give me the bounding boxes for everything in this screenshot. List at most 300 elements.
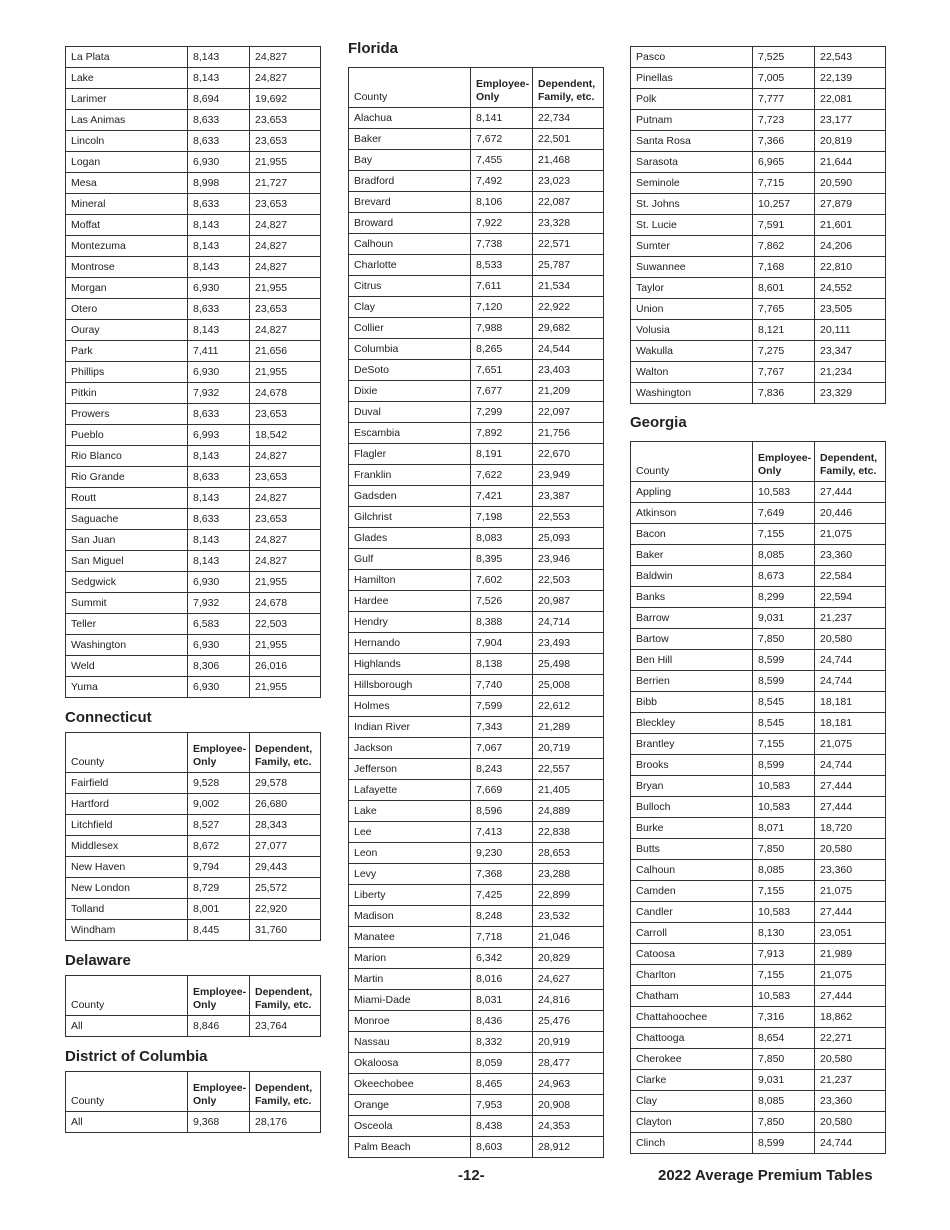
employee-cell: 8,465	[471, 1074, 533, 1095]
table-row	[631, 1091, 886, 1112]
employee-cell: 10,583	[753, 797, 815, 818]
dependent-cell: 27,077	[250, 836, 321, 857]
dependent-cell: 20,446	[815, 503, 886, 524]
county-cell: Hendry	[349, 612, 471, 633]
employee-cell: 7,198	[471, 507, 533, 528]
county-cell: Hillsborough	[349, 675, 471, 696]
county-cell: Camden	[631, 881, 753, 902]
dependent-cell: 23,653	[250, 194, 321, 215]
employee-cell: 7,738	[471, 234, 533, 255]
dependent-cell: 20,919	[533, 1032, 604, 1053]
employee-cell: 7,913	[753, 944, 815, 965]
employee-cell: 8,106	[471, 192, 533, 213]
employee-cell: 6,930	[188, 572, 250, 593]
employee-cell: 7,777	[753, 89, 815, 110]
county-cell: Brooks	[631, 755, 753, 776]
table-row	[66, 383, 321, 404]
table-row	[66, 1016, 321, 1037]
dependent-cell: 18,181	[815, 713, 886, 734]
employee-cell: 7,368	[471, 864, 533, 885]
dependent-cell: 18,542	[250, 425, 321, 446]
dependent-cell: 23,532	[533, 906, 604, 927]
employee-cell: 6,930	[188, 278, 250, 299]
table-row	[631, 1070, 886, 1091]
dependent-cell: 24,827	[250, 488, 321, 509]
dependent-cell: 22,271	[815, 1028, 886, 1049]
county-cell: Logan	[66, 152, 188, 173]
dependent-cell: 31,760	[250, 920, 321, 941]
dependent-cell: 26,016	[250, 656, 321, 677]
dependent-cell: 20,719	[533, 738, 604, 759]
table-row	[631, 566, 886, 587]
table-row	[349, 822, 604, 843]
employee-cell: 8,673	[753, 566, 815, 587]
table-row	[631, 755, 886, 776]
county-cell: Charlton	[631, 965, 753, 986]
table-row	[66, 773, 321, 794]
employee-cell: 8,998	[188, 173, 250, 194]
employee-cell: 8,332	[471, 1032, 533, 1053]
employee-cell: 8,527	[188, 815, 250, 836]
county-cell: Hernando	[349, 633, 471, 654]
employee-cell: 8,143	[188, 68, 250, 89]
dependent-cell: 24,744	[815, 1133, 886, 1154]
county-cell: Prowers	[66, 404, 188, 425]
table-row	[349, 759, 604, 780]
table-row	[631, 383, 886, 404]
employee-cell: 8,138	[471, 654, 533, 675]
dependent-cell: 21,234	[815, 362, 886, 383]
dependent-cell: 23,177	[815, 110, 886, 131]
table-row	[66, 530, 321, 551]
county-cell: Summit	[66, 593, 188, 614]
county-cell: Baker	[349, 129, 471, 150]
dependent-cell: 20,580	[815, 839, 886, 860]
dependent-cell: 24,627	[533, 969, 604, 990]
table-row	[66, 299, 321, 320]
dependent-cell: 25,093	[533, 528, 604, 549]
county-cell: Glades	[349, 528, 471, 549]
employee-cell: 7,425	[471, 885, 533, 906]
dependent-cell: 20,580	[815, 629, 886, 650]
employee-cell: 8,633	[188, 131, 250, 152]
table-row	[631, 608, 886, 629]
employee-cell: 9,794	[188, 857, 250, 878]
employee-cell: 7,120	[471, 297, 533, 318]
dependent-cell: 24,827	[250, 257, 321, 278]
employee-cell: 7,005	[753, 68, 815, 89]
county-cell: Candler	[631, 902, 753, 923]
employee-cell: 7,155	[753, 734, 815, 755]
employee-cell: 6,583	[188, 614, 250, 635]
header-dependent: Dependent, Family, etc.	[250, 1072, 321, 1112]
table-row	[349, 885, 604, 906]
dependent-cell: 23,493	[533, 633, 604, 654]
county-cell: Routt	[66, 488, 188, 509]
table-row	[349, 1095, 604, 1116]
county-cell: Baldwin	[631, 566, 753, 587]
county-cell: Calhoun	[631, 860, 753, 881]
dependent-cell: 22,503	[533, 570, 604, 591]
table-header-row	[349, 68, 604, 108]
county-cell: Liberty	[349, 885, 471, 906]
table-row	[631, 299, 886, 320]
dependent-cell: 21,727	[250, 173, 321, 194]
dependent-cell: 25,787	[533, 255, 604, 276]
county-cell: Berrien	[631, 671, 753, 692]
table-row	[66, 341, 321, 362]
county-cell: Ouray	[66, 320, 188, 341]
employee-cell: 10,583	[753, 776, 815, 797]
employee-cell: 6,342	[471, 948, 533, 969]
employee-cell: 8,143	[188, 488, 250, 509]
employee-cell: 7,611	[471, 276, 533, 297]
employee-cell: 7,767	[753, 362, 815, 383]
employee-cell: 7,299	[471, 402, 533, 423]
table-row	[349, 570, 604, 591]
county-cell: Santa Rosa	[631, 131, 753, 152]
table-row	[631, 713, 886, 734]
county-cell: Sumter	[631, 236, 753, 257]
county-cell: La Plata	[66, 47, 188, 68]
header-dependent: Dependent, Family, etc.	[250, 976, 321, 1016]
dependent-cell: 23,403	[533, 360, 604, 381]
table-row	[66, 215, 321, 236]
employee-cell: 7,455	[471, 150, 533, 171]
header-county: County	[66, 733, 188, 773]
employee-cell: 7,892	[471, 423, 533, 444]
employee-cell: 8,143	[188, 257, 250, 278]
dependent-cell: 23,653	[250, 509, 321, 530]
county-cell: Washington	[631, 383, 753, 404]
dependent-cell: 20,819	[815, 131, 886, 152]
county-cell: All	[66, 1112, 188, 1133]
dependent-cell: 23,328	[533, 213, 604, 234]
county-cell: Columbia	[349, 339, 471, 360]
county-cell: Clayton	[631, 1112, 753, 1133]
dependent-cell: 22,734	[533, 108, 604, 129]
county-cell: Putnam	[631, 110, 753, 131]
table-row	[631, 860, 886, 881]
dependent-cell: 24,544	[533, 339, 604, 360]
county-cell: Morgan	[66, 278, 188, 299]
employee-cell: 7,651	[471, 360, 533, 381]
dependent-cell: 24,827	[250, 215, 321, 236]
employee-cell: 8,085	[753, 860, 815, 881]
employee-cell: 8,243	[471, 759, 533, 780]
table-row	[66, 551, 321, 572]
county-cell: Bulloch	[631, 797, 753, 818]
county-cell: Monroe	[349, 1011, 471, 1032]
table-row	[66, 509, 321, 530]
employee-cell: 8,395	[471, 549, 533, 570]
employee-cell: 8,031	[471, 990, 533, 1011]
employee-cell: 7,672	[471, 129, 533, 150]
employee-cell: 8,545	[753, 692, 815, 713]
county-cell: New London	[66, 878, 188, 899]
employee-cell: 6,993	[188, 425, 250, 446]
county-cell: Duval	[349, 402, 471, 423]
dc-table	[65, 1071, 321, 1133]
employee-cell: 10,583	[753, 482, 815, 503]
dependent-cell: 22,501	[533, 129, 604, 150]
employee-cell: 8,059	[471, 1053, 533, 1074]
employee-cell: 7,669	[471, 780, 533, 801]
dependent-cell: 18,862	[815, 1007, 886, 1028]
header-dependent: Dependent, Family, etc.	[250, 733, 321, 773]
dependent-cell: 20,829	[533, 948, 604, 969]
county-cell: Walton	[631, 362, 753, 383]
county-cell: Barrow	[631, 608, 753, 629]
dependent-cell: 23,505	[815, 299, 886, 320]
county-cell: Volusia	[631, 320, 753, 341]
table-row	[349, 1116, 604, 1137]
header-employee: Employee-Only	[188, 733, 250, 773]
county-cell: Ben Hill	[631, 650, 753, 671]
county-cell: Montezuma	[66, 236, 188, 257]
table-row	[349, 717, 604, 738]
table-row	[349, 528, 604, 549]
county-cell: Jefferson	[349, 759, 471, 780]
employee-cell: 8,633	[188, 194, 250, 215]
table-row	[631, 524, 886, 545]
employee-cell: 8,672	[188, 836, 250, 857]
table-row	[349, 654, 604, 675]
county-cell: All	[66, 1016, 188, 1037]
county-cell: Polk	[631, 89, 753, 110]
county-cell: Appling	[631, 482, 753, 503]
employee-cell: 7,649	[753, 503, 815, 524]
florida-table	[348, 67, 604, 1158]
table-row	[631, 692, 886, 713]
table-row	[66, 878, 321, 899]
table-row	[631, 215, 886, 236]
table-row	[349, 1074, 604, 1095]
county-cell: Otero	[66, 299, 188, 320]
dc-heading: District of Columbia	[65, 1048, 208, 1065]
dependent-cell: 22,087	[533, 192, 604, 213]
county-cell: Clinch	[631, 1133, 753, 1154]
dependent-cell: 21,955	[250, 152, 321, 173]
dependent-cell: 21,075	[815, 524, 886, 545]
table-row	[631, 629, 886, 650]
county-cell: Brantley	[631, 734, 753, 755]
employee-cell: 7,836	[753, 383, 815, 404]
table-row	[66, 425, 321, 446]
county-cell: Bleckley	[631, 713, 753, 734]
employee-cell: 7,718	[471, 927, 533, 948]
dependent-cell: 22,571	[533, 234, 604, 255]
table-row	[66, 794, 321, 815]
connecticut-heading: Connecticut	[65, 709, 152, 726]
dependent-cell: 22,838	[533, 822, 604, 843]
employee-cell: 7,740	[471, 675, 533, 696]
table-row	[631, 818, 886, 839]
county-cell: Jackson	[349, 738, 471, 759]
georgia-heading: Georgia	[630, 414, 687, 431]
county-cell: Rio Grande	[66, 467, 188, 488]
table-row	[66, 446, 321, 467]
employee-cell: 8,599	[753, 671, 815, 692]
dependent-cell: 21,237	[815, 608, 886, 629]
table-row	[631, 923, 886, 944]
table-row	[349, 801, 604, 822]
table-row	[631, 47, 886, 68]
dependent-cell: 22,557	[533, 759, 604, 780]
employee-cell: 8,130	[753, 923, 815, 944]
employee-cell: 8,846	[188, 1016, 250, 1037]
dependent-cell: 24,678	[250, 383, 321, 404]
county-cell: Gulf	[349, 549, 471, 570]
dependent-cell: 22,081	[815, 89, 886, 110]
dependent-cell: 22,922	[533, 297, 604, 318]
table-row	[631, 257, 886, 278]
table-row	[349, 780, 604, 801]
employee-cell: 8,143	[188, 530, 250, 551]
table-row	[631, 1028, 886, 1049]
table-row	[631, 1007, 886, 1028]
employee-cell: 8,633	[188, 404, 250, 425]
table-row	[349, 927, 604, 948]
table-row	[631, 1112, 886, 1133]
employee-cell: 7,526	[471, 591, 533, 612]
dependent-cell: 22,899	[533, 885, 604, 906]
county-cell: Nassau	[349, 1032, 471, 1053]
table-row	[631, 503, 886, 524]
employee-cell: 8,143	[188, 551, 250, 572]
dependent-cell: 21,656	[250, 341, 321, 362]
employee-cell: 8,438	[471, 1116, 533, 1137]
header-county: County	[631, 442, 753, 482]
table-row	[349, 549, 604, 570]
county-cell: Madison	[349, 906, 471, 927]
county-cell: Bacon	[631, 524, 753, 545]
table-row	[66, 257, 321, 278]
table-row	[631, 650, 886, 671]
florida-heading: Florida	[348, 40, 399, 57]
employee-cell: 8,533	[471, 255, 533, 276]
table-row	[66, 614, 321, 635]
table-row	[349, 906, 604, 927]
employee-cell: 8,071	[753, 818, 815, 839]
table-row	[631, 881, 886, 902]
employee-cell: 7,932	[188, 593, 250, 614]
dependent-cell: 27,444	[815, 986, 886, 1007]
employee-cell: 9,230	[471, 843, 533, 864]
dependent-cell: 23,360	[815, 1091, 886, 1112]
county-cell: Las Animas	[66, 110, 188, 131]
table-row	[349, 843, 604, 864]
employee-cell: 7,862	[753, 236, 815, 257]
employee-cell: 7,715	[753, 173, 815, 194]
county-cell: Lafayette	[349, 780, 471, 801]
table-row	[66, 656, 321, 677]
dependent-cell: 22,139	[815, 68, 886, 89]
table-row	[66, 47, 321, 68]
column-2	[348, 40, 603, 1158]
county-cell: Clay	[349, 297, 471, 318]
table-row	[349, 318, 604, 339]
employee-cell: 7,591	[753, 215, 815, 236]
employee-cell: 9,031	[753, 608, 815, 629]
county-cell: Clay	[631, 1091, 753, 1112]
table-row	[349, 507, 604, 528]
county-cell: Butts	[631, 839, 753, 860]
employee-cell: 10,583	[753, 986, 815, 1007]
dependent-cell: 24,827	[250, 551, 321, 572]
employee-cell: 9,002	[188, 794, 250, 815]
county-cell: Collier	[349, 318, 471, 339]
dependent-cell: 24,889	[533, 801, 604, 822]
dependent-cell: 20,580	[815, 1112, 886, 1133]
employee-cell: 7,932	[188, 383, 250, 404]
county-cell: Broward	[349, 213, 471, 234]
county-cell: Washington	[66, 635, 188, 656]
county-cell: New Haven	[66, 857, 188, 878]
employee-cell: 7,421	[471, 486, 533, 507]
county-cell: Chattooga	[631, 1028, 753, 1049]
table-row	[349, 213, 604, 234]
employee-cell: 8,729	[188, 878, 250, 899]
dependent-cell: 23,387	[533, 486, 604, 507]
employee-cell: 7,155	[753, 965, 815, 986]
county-cell: Seminole	[631, 173, 753, 194]
employee-cell: 7,366	[753, 131, 815, 152]
county-cell: Leon	[349, 843, 471, 864]
dependent-cell: 24,827	[250, 446, 321, 467]
employee-cell: 8,299	[753, 587, 815, 608]
dependent-cell: 23,329	[815, 383, 886, 404]
table-row	[349, 864, 604, 885]
county-cell: Citrus	[349, 276, 471, 297]
county-cell: Martin	[349, 969, 471, 990]
dependent-cell: 18,181	[815, 692, 886, 713]
county-cell: Banks	[631, 587, 753, 608]
table-row	[349, 171, 604, 192]
employee-cell: 7,599	[471, 696, 533, 717]
dependent-cell: 24,744	[815, 650, 886, 671]
dependent-cell: 24,827	[250, 236, 321, 257]
dependent-cell: 27,444	[815, 776, 886, 797]
employee-cell: 9,528	[188, 773, 250, 794]
table-row	[631, 1049, 886, 1070]
table-row	[66, 488, 321, 509]
dependent-cell: 21,075	[815, 734, 886, 755]
table-row	[349, 108, 604, 129]
employee-cell: 8,083	[471, 528, 533, 549]
county-cell: Rio Blanco	[66, 446, 188, 467]
table-row	[631, 131, 886, 152]
employee-cell: 6,930	[188, 152, 250, 173]
county-cell: Franklin	[349, 465, 471, 486]
employee-cell: 10,583	[753, 902, 815, 923]
dependent-cell: 21,601	[815, 215, 886, 236]
header-county: County	[66, 1072, 188, 1112]
county-cell: Sedgwick	[66, 572, 188, 593]
employee-cell: 8,141	[471, 108, 533, 129]
employee-cell: 8,143	[188, 320, 250, 341]
county-cell: Wakulla	[631, 341, 753, 362]
dependent-cell: 25,008	[533, 675, 604, 696]
employee-cell: 7,988	[471, 318, 533, 339]
employee-cell: 6,930	[188, 362, 250, 383]
column-1	[65, 46, 320, 1133]
table-row	[631, 671, 886, 692]
county-cell: Hartford	[66, 794, 188, 815]
table-row	[349, 444, 604, 465]
dependent-cell: 18,720	[815, 818, 886, 839]
dependent-cell: 22,553	[533, 507, 604, 528]
